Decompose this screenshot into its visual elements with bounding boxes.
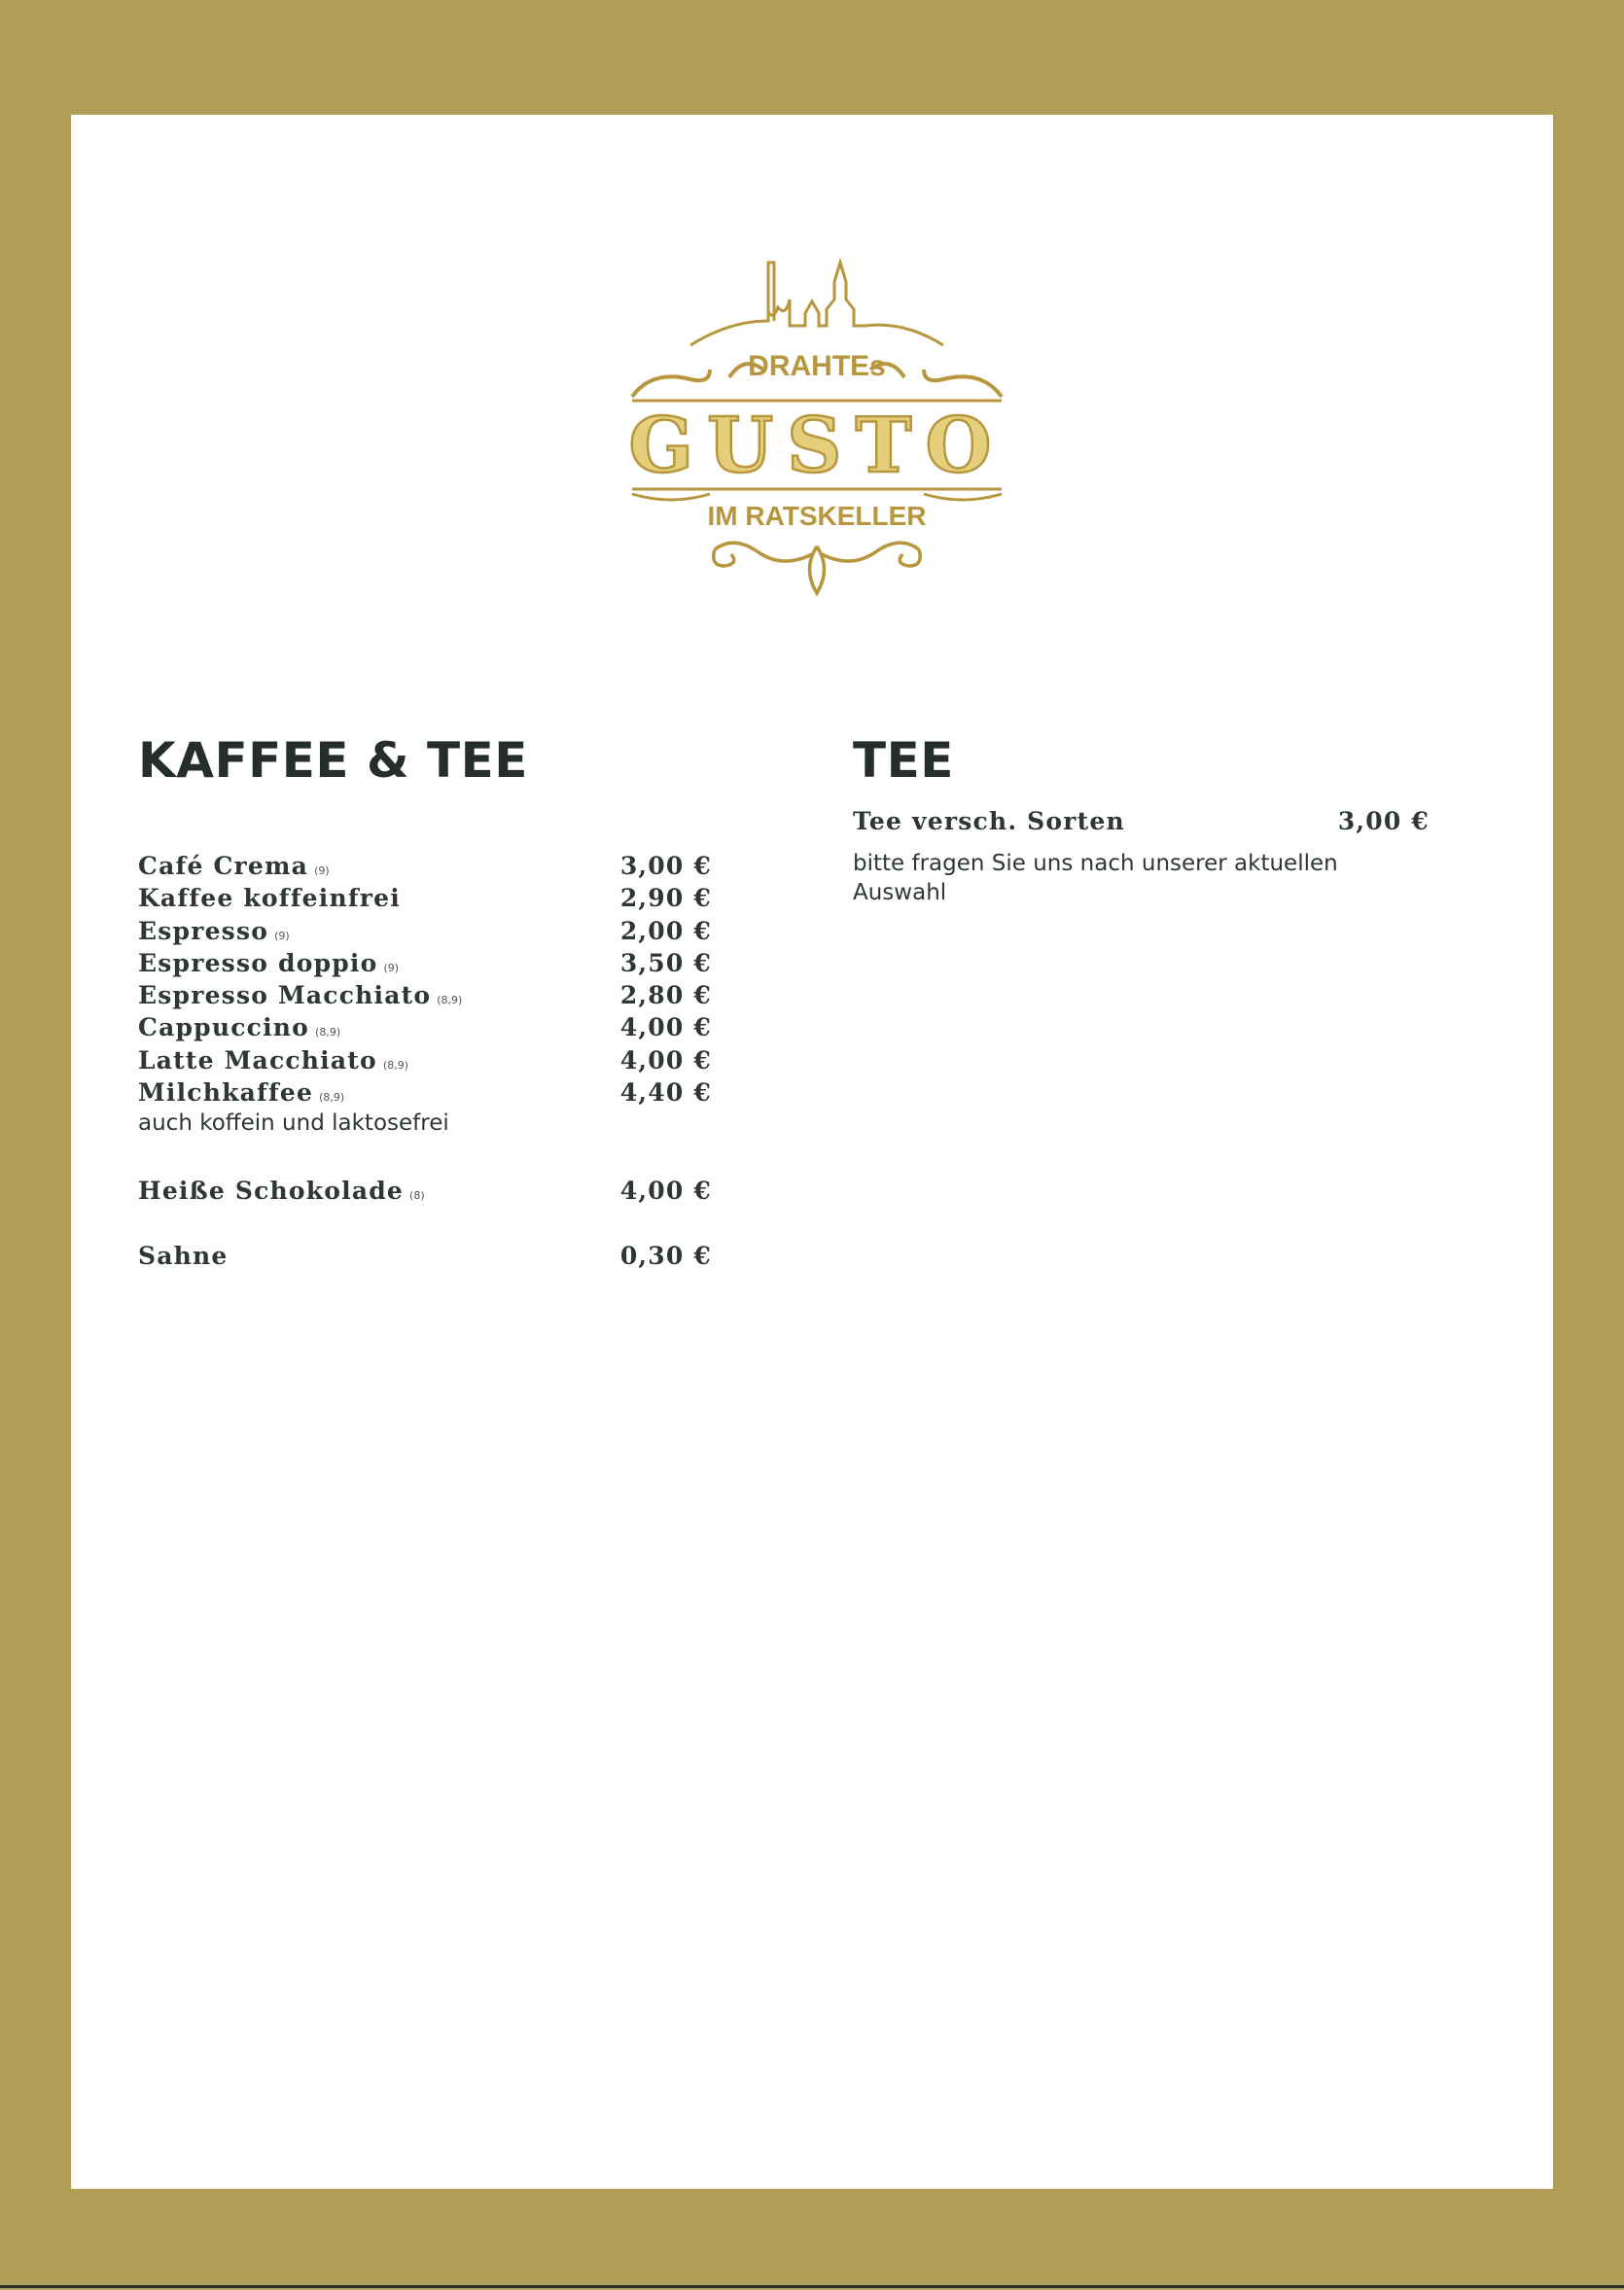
menu-item-tea xyxy=(853,805,1430,837)
item-name: Milchkaffee xyxy=(138,1078,314,1108)
item-price: 4,00 € xyxy=(619,1045,712,1075)
item-price: 3,00 € xyxy=(619,852,712,880)
allergen-note: (9) xyxy=(383,961,400,974)
item-price: 4,40 € xyxy=(619,1078,712,1108)
coffee-list xyxy=(138,850,712,1272)
item-name: Espresso Macchiato xyxy=(138,981,432,1010)
item-name: Cappuccino xyxy=(138,1013,310,1042)
tea-list xyxy=(853,805,1430,907)
item-name: Sahne xyxy=(138,1241,229,1270)
menu-item xyxy=(138,1044,712,1076)
bottom-flourish-icon xyxy=(714,543,921,593)
coffee-tea-section xyxy=(138,729,712,1272)
menu-item xyxy=(138,1076,712,1109)
menu-item xyxy=(138,882,712,914)
menu-item xyxy=(138,979,712,1011)
item-name: Espresso doppio xyxy=(138,948,378,977)
item-name: Latte Macchiato xyxy=(138,1045,377,1075)
item-name: Espresso xyxy=(138,916,269,945)
skyline-icon xyxy=(690,263,943,345)
item-price: 4,00 € xyxy=(619,1013,712,1042)
item-name: Café Crema xyxy=(138,852,309,880)
item-description: bitte fragen Sie uns nach unserer aktuellen Auswahl xyxy=(853,851,1338,906)
tea-section xyxy=(853,729,1430,907)
gusto-logo xyxy=(564,185,1070,613)
menu-item xyxy=(138,850,712,882)
item-name: Heiße Schokolade xyxy=(138,1177,405,1206)
section-heading-tea: TEE xyxy=(853,732,954,789)
item-description: auch koffein und laktosefrei xyxy=(138,1110,449,1137)
item-price: 2,90 € xyxy=(619,884,712,913)
item-price: 2,80 € xyxy=(619,981,712,1010)
allergen-note: (8,9) xyxy=(315,1026,341,1039)
menu-item xyxy=(138,947,712,979)
item-price: 2,00 € xyxy=(619,916,712,945)
logo-graphic xyxy=(564,185,1070,613)
menu-item-chocolate xyxy=(138,1175,712,1207)
logo-bottom-word: IM RATSKELLER xyxy=(707,501,927,531)
logo-main-word: GUSTO xyxy=(628,402,1006,490)
item-price: 3,00 € xyxy=(1337,807,1430,835)
flourish-icon xyxy=(632,494,1002,500)
allergen-note: (8,9) xyxy=(319,1091,345,1105)
allergen-note: (8,9) xyxy=(437,994,463,1007)
bottom-rule xyxy=(0,2285,1624,2288)
logo-top-word: DRAHTEs xyxy=(748,350,886,382)
section-heading-coffee: KAFFEE & TEE xyxy=(138,732,528,789)
item-name: Tee versch. Sorten xyxy=(853,807,1125,835)
spacer xyxy=(138,1138,712,1175)
menu-item xyxy=(138,915,712,947)
item-price: 3,50 € xyxy=(619,948,712,977)
menu-item-cream xyxy=(138,1240,712,1272)
allergen-note: (9) xyxy=(314,864,330,877)
allergen-note: (8) xyxy=(409,1189,425,1203)
item-price: 0,30 € xyxy=(619,1241,712,1270)
allergen-note: (8,9) xyxy=(382,1058,408,1072)
item-price: 4,00 € xyxy=(619,1177,712,1206)
item-name: Kaffee koffeinfrei xyxy=(138,884,401,913)
allergen-note: (9) xyxy=(274,929,290,942)
